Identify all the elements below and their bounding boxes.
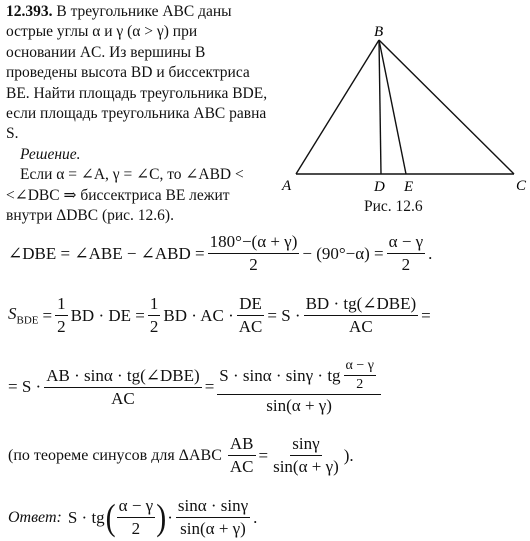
answer-fraction-2 [176,496,250,539]
eq2-t3: = S · [267,305,301,325]
eq1-fraction-1 [208,232,300,275]
eq3-g-num-pre: S · sinα · sinγ · tg [219,365,341,385]
answer-paren-close: ) [156,496,167,538]
equation-area-bde [8,294,431,337]
eq3-inner-num: α − γ [344,358,376,376]
eq4-fraction-ab-ac [228,434,256,477]
eq1-f2-num: α − γ [387,232,426,254]
eq2-sub: BDE [16,314,39,327]
side-bc [379,40,514,174]
figure-caption: Рис. 12.6 [364,198,423,215]
eq2-h2-num: 1 [148,294,161,316]
eq3-f-num: AB · sinα · tg(∠DBE) [44,366,201,388]
eq2-half-2 [148,294,161,337]
eq4-text: (по теореме синусов для ΔABC [8,446,222,464]
eq3-g-num [217,358,381,395]
eq4-end: ). [343,445,354,465]
eq2-s: S [8,304,17,324]
eq3-f-den: AC [111,388,135,408]
solution-text: Если α = ∠A, γ = ∠C, то ∠ABD < <∠DBC ⇒ биссектриса BE лежит внутри ΔDBC (рис. 12.6). [6,166,244,225]
answer-g-num: sinα · sinγ [176,496,250,518]
label-c: C [516,178,527,194]
equation-angle-dbe [8,232,432,275]
eq2-lhs [8,304,39,326]
answer-end: . [253,507,258,527]
eq1-lhs: ∠DBE = ∠ABE − ∠ABD = [8,243,205,263]
triangle-figure [276,4,530,224]
label-b: B [374,24,384,40]
eq4-f-den: AC [229,457,254,476]
eq1-fraction-2 [387,232,426,275]
answer-f-num: α − γ [117,496,156,518]
problem-text [6,2,268,226]
eq4-eq: = [258,445,269,465]
eq4-g-num: sinγ [290,434,321,456]
label-e: E [404,179,414,194]
eq1-f1-den: 2 [249,255,258,274]
equation-sine-theorem [8,434,354,477]
answer-t1: S · tg [67,507,105,527]
height-bd [379,40,381,174]
problem-number: 12.393. [6,3,53,20]
problem-statement [6,2,268,145]
eq3-fraction-2 [217,358,381,416]
eq2-eq: = [42,305,53,325]
eq2-fraction-de-ac [237,294,265,337]
eq2-h1-num: 1 [55,294,68,316]
label-d: D [374,179,385,194]
eq3-inner-den: 2 [356,377,364,392]
solution-heading: Решение. [20,145,81,163]
eq2-f-den: AC [238,317,263,336]
answer-paren-open: ( [105,496,116,538]
eq1-f2-den: 2 [401,255,411,274]
triangle-diagram [276,4,530,194]
eq1-mid: − (90°−α) = [302,243,384,263]
eq2-t1: BD · DE = [70,305,145,325]
eq2-f-num: DE [237,294,264,316]
eq3-fraction-1 [44,366,201,409]
eq2-h2-den: 2 [149,317,159,336]
eq2-t2: BD · AC · [163,305,234,325]
eq3-t1: = S · [8,377,42,396]
eq2-fraction-bd [304,294,419,337]
side-ab [296,40,379,174]
answer-g-den: sin(α + γ) [180,519,246,538]
answer [8,496,257,539]
answer-fraction-1 [117,496,156,539]
eq2-h1-den: 2 [57,317,66,336]
label-a: A [282,178,292,194]
eq3-inner-fraction [344,358,376,393]
bisector-be [379,40,406,174]
answer-label: Ответ: [8,508,62,526]
eq4-g-den: sin(α + γ) [273,457,339,476]
eq2-t4: = [421,305,431,325]
eq2-g-num: BD · tg(∠DBE) [304,294,419,316]
eq1-end: . [428,243,433,263]
eq2-half-1 [55,294,68,337]
equation-area-continued [8,358,384,416]
eq1-f1-num: 180°−(α + γ) [208,232,300,254]
eq4-f-num: AB [228,434,256,456]
answer-dot: · [167,507,173,527]
eq3-g-den: sin(α + γ) [266,396,332,415]
eq2-g-den: AC [349,317,373,336]
eq4-fraction-sin [271,434,341,477]
answer-f-den: 2 [131,519,141,538]
problem-body: В треугольнике ABC даны острые углы α и γ (α > γ) при основании AC. Из вершины B проведены высота BD и биссектриса BE. Найти площадь треугольника BDE, если площадь треугольника ABC равна S. [6,3,268,143]
eq3-t2: = [204,377,215,396]
